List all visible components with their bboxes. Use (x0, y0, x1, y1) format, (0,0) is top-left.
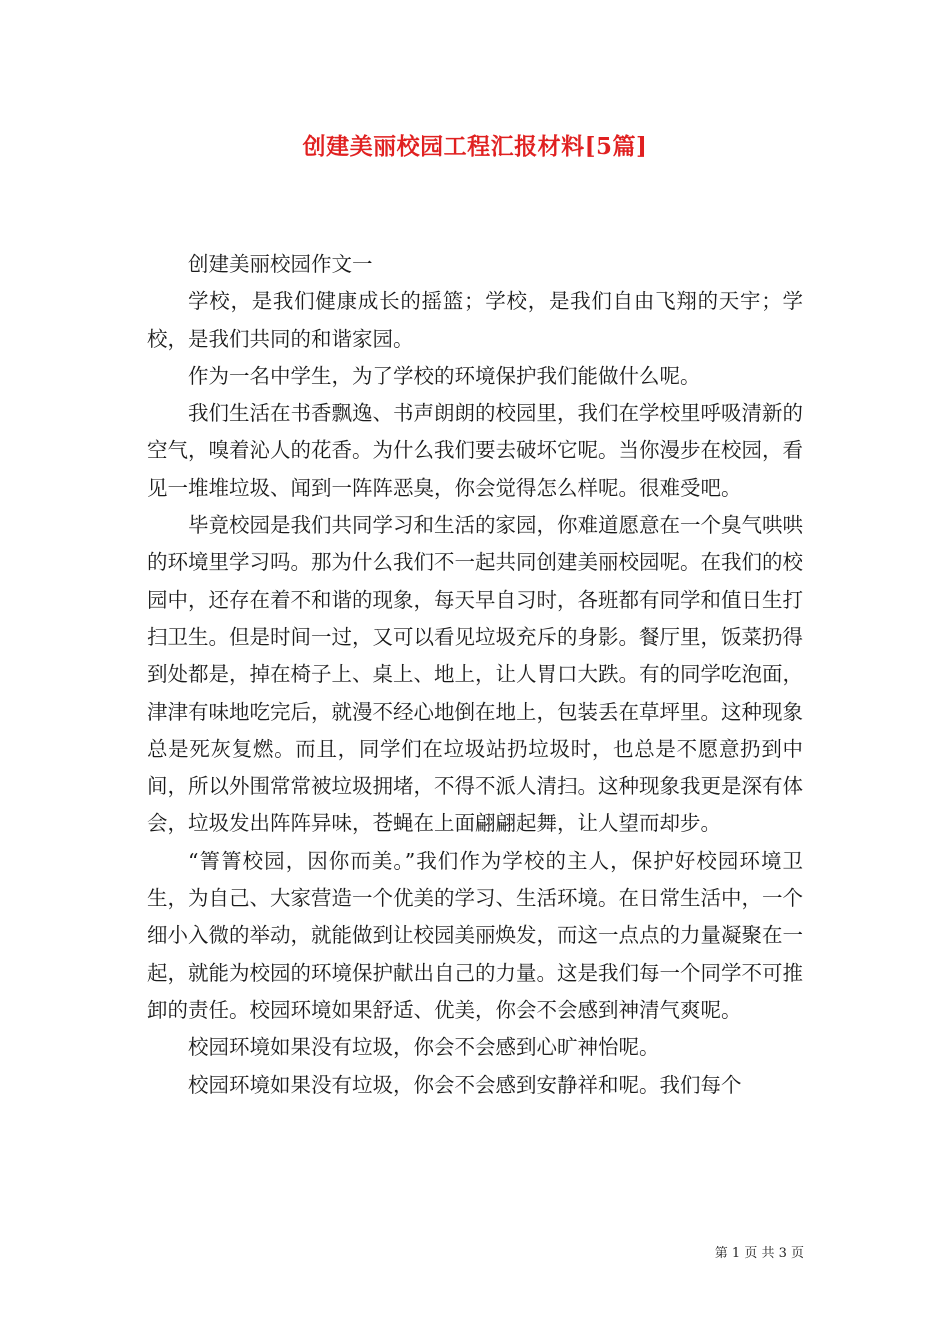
paragraph: 毕竟校园是我们共同学习和生活的家园，你难道愿意在一个臭气哄哄的环境里学习吗。那为什么我们不一起共同创建美丽校园呢。在我们的校园中，还存在着不和谐的现象，每天早自习时，各班都有同学和值日生打扫卫生。但是时间一过，又可以看见垃圾充斥的身影。餐厅里，饭菜扔得到处都是，掉在椅子上、桌上、地上，让人胃口大跌。有的同学吃泡面，津津有味地吃完后，就漫不经心地倒在地上，包装丢在草坪里。这种现象总是死灰复燃。而且，同学们在垃圾站扔垃圾时，也总是不愿意扔到中间，所以外围常常被垃圾拥堵，不得不派人清扫。这种现象我更是深有体会，垃圾发出阵阵异味，苍蝇在上面翩翩起舞，让人望而却步。 (147, 513, 803, 836)
paragraph: 校园环境如果没有垃圾，你会不会感到安静祥和呢。我们每个 (188, 1072, 742, 1097)
document-title: 创建美丽校园工程汇报材料[5篇] (302, 133, 648, 160)
paragraph: “箐箐校园，因你而美。”我们作为学校的主人，保护好校园环境卫生，为自己、大家营造一个优美的学习、生活环境。在日常生活中，一个细小入微的举动，就能做到让校园美丽焕发，而这一点点的力量凝聚在一起，就能为校园的环境保护献出自己的力量。这是我们每一个同学不可推卸的责任。校园环境如果舒适、优美，你会不会感到神清气爽呢。 (147, 848, 803, 1022)
paragraph: 我们生活在书香飘逸、书声朗朗的校园里，我们在学校里呼吸清新的空气，嗅着沁人的花香。为什么我们要去破坏它呢。当你漫步在校园，看见一堆堆垃圾、闻到一阵阵恶臭，你会觉得怎么样呢。很难受吧。 (147, 401, 803, 500)
paragraph: 作为一名中学生，为了学校的环境保护我们能做什么呢。 (188, 363, 701, 388)
paragraph: 学校，是我们健康成长的摇篮；学校，是我们自由飞翔的天宇；学校，是我们共同的和谐家园。 (147, 289, 803, 351)
section-heading: 创建美丽校园作文一 (188, 252, 373, 276)
page-footer: 第 1 页 共 3 页 (714, 1246, 804, 1261)
paragraph: 校园环境如果没有垃圾，你会不会感到心旷神怡呢。 (188, 1035, 660, 1060)
document-body (147, 246, 803, 1104)
